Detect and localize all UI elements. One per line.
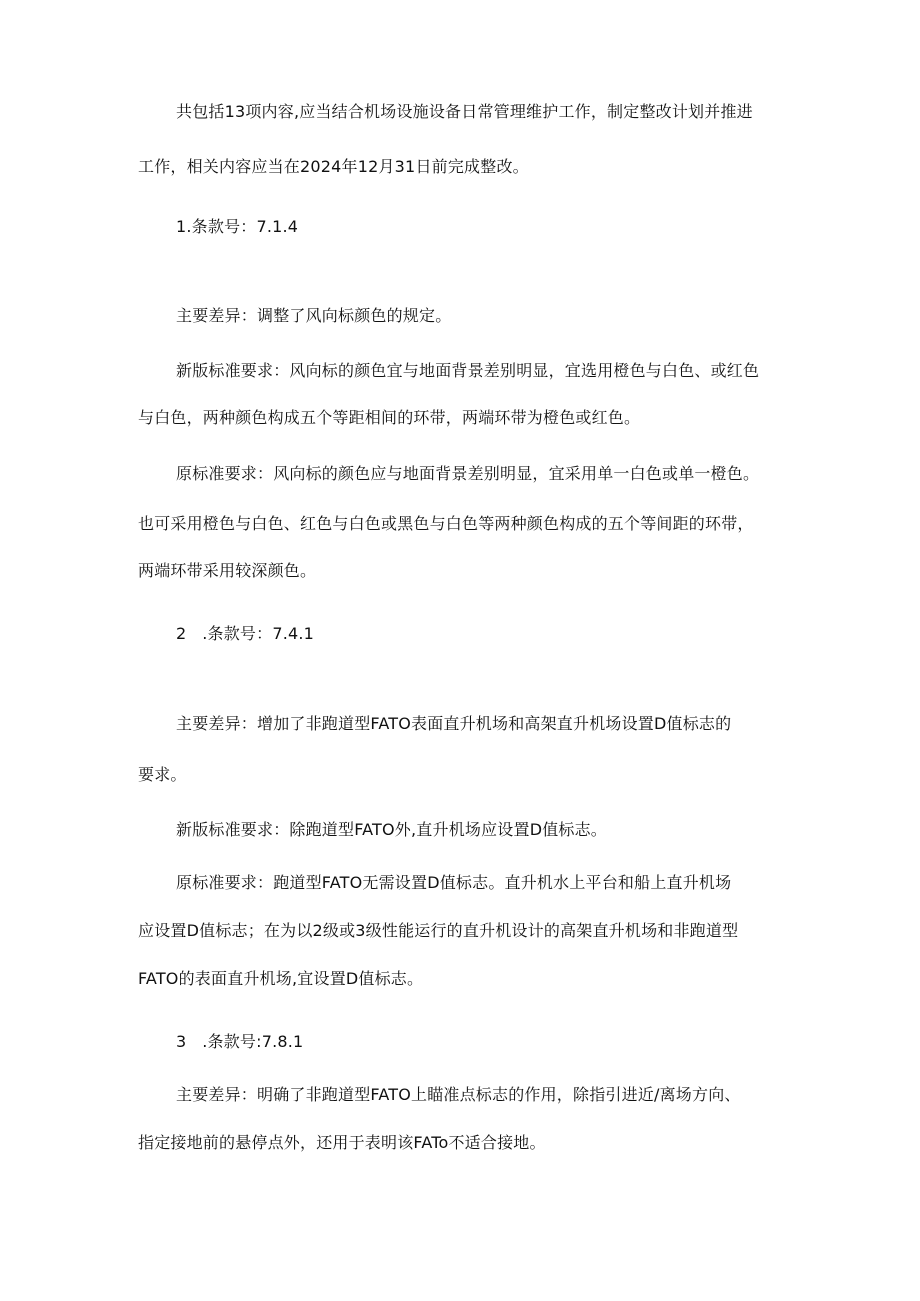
text-line: 共包括13项内容,应当结合机场设施设备日常管理维护工作，制定整改计划并推进 (176, 102, 753, 121)
text-line: FATO的表面直升机场,宜设置D值标志。 (138, 969, 424, 988)
text-line: 要求。 (138, 765, 187, 784)
text-line: 指定接地前的悬停点外，还用于表明该FATo不适合接地。 (138, 1133, 546, 1152)
text-line: 3 .条款号:7.8.1 (176, 1032, 304, 1051)
text-line: 应设置D值标志；在为以2级或3级性能运行的直升机设计的高架直升机场和非跑道型 (138, 921, 739, 940)
text-line: 也可采用橙色与白色、红色与白色或黑色与白色等两种颜色构成的五个等间距的环带， (138, 514, 754, 533)
text-line: 新版标准要求：风向标的颜色宜与地面背景差别明显，宜选用橙色与白色、或红色 (176, 361, 760, 380)
text-line: 主要差异：增加了非跑道型FATO表面直升机场和高架直升机场设置D值标志的 (176, 714, 732, 733)
text-line: 原标准要求：跑道型FATO无需设置D值标志。直升机水上平台和船上直升机场 (176, 873, 732, 892)
text-line: 新版标准要求：除跑道型FATO外,直升机场应设置D值标志。 (176, 820, 608, 839)
text-line: 2 .条款号：7.4.1 (176, 624, 315, 643)
text-line: 1.条款号：7.1.4 (176, 217, 299, 236)
text-line: 工作，相关内容应当在2024年12月31日前完成整改。 (138, 157, 529, 176)
text-line: 主要差异：明确了非跑道型FATO上瞄准点标志的作用，除指引进近/离场方向、 (176, 1085, 741, 1104)
text-line: 原标准要求：风向标的颜色应与地面背景差别明显，宜采用单一白色或单一橙色。 (176, 464, 760, 483)
text-line: 两端环带采用较深颜色。 (138, 561, 317, 580)
text-line: 与白色，两种颜色构成五个等距相间的环带，两端环带为橙色或红色。 (138, 408, 641, 427)
text-line: 主要差异：调整了风向标颜色的规定。 (176, 306, 452, 325)
